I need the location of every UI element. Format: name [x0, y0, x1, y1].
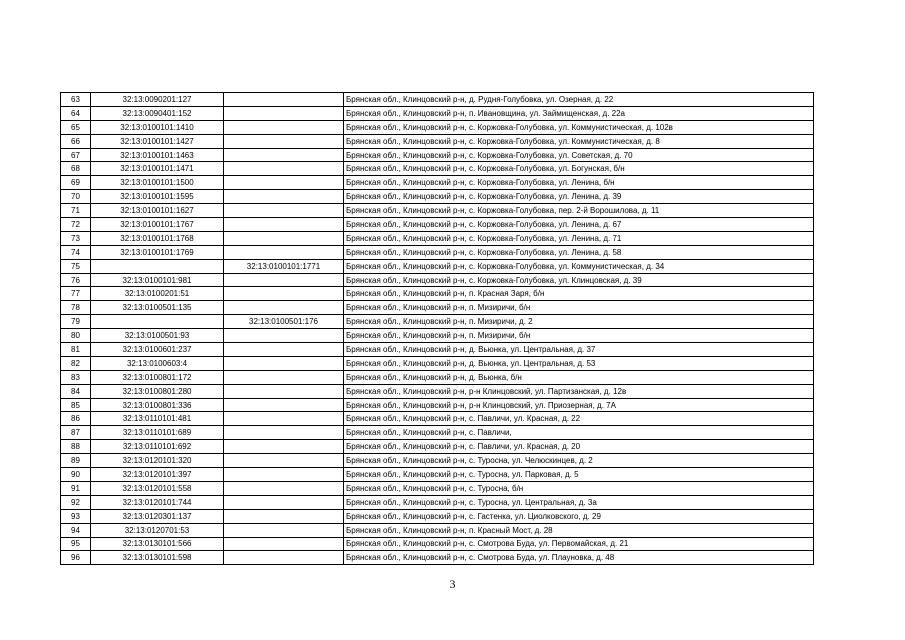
cadastral-number-alt-cell: [224, 287, 344, 301]
cadastral-number-alt-cell: [224, 426, 344, 440]
cadastral-number-alt-cell: [224, 245, 344, 259]
table-row: [61, 495, 814, 509]
address-cell: Брянская обл., Клинцовский р-н, д. Вьюнка, ул. Центральная, д. 53: [344, 356, 814, 370]
table-row: [61, 106, 814, 120]
cadastral-number-cell: [91, 259, 224, 273]
cadastral-number-cell: 32:13:0090201:127: [91, 93, 224, 107]
row-number-cell: 66: [61, 134, 91, 148]
cadastral-number-alt-cell: 32:13:0100101:1771: [224, 259, 344, 273]
table-row: [61, 398, 814, 412]
cadastral-number-cell: 32:13:0100101:1427: [91, 134, 224, 148]
address-cell: Брянская обл., Клинцовский р-н, с. Коржовка-Голубовка, ул. Ленина, б/н: [344, 176, 814, 190]
address-cell: Брянская обл., Клинцовский р-н, с. Коржовка-Голубовка, ул. Коммунистическая, д. 34: [344, 259, 814, 273]
address-cell: Брянская обл., Клинцовский р-н, п. Мизиричи, б/н: [344, 329, 814, 343]
cadastral-number-cell: 32:13:0100101:1595: [91, 190, 224, 204]
row-number-cell: 65: [61, 120, 91, 134]
cadastral-number-alt-cell: [224, 106, 344, 120]
table-row: [61, 454, 814, 468]
table-row: [61, 162, 814, 176]
row-number-cell: 94: [61, 523, 91, 537]
table-row: [61, 356, 814, 370]
cadastral-number-cell: 32:13:0100201:51: [91, 287, 224, 301]
address-cell: Брянская обл., Клинцовский р-н, р-н Клинцовский, ул. Приозерная, д. 7А: [344, 398, 814, 412]
address-cell: Брянская обл., Клинцовский р-н, с. Коржовка-Голубовка, ул. Советская, д. 70: [344, 148, 814, 162]
row-number-cell: 75: [61, 259, 91, 273]
row-number-cell: 90: [61, 468, 91, 482]
cadastral-number-cell: 32:13:0120101:320: [91, 454, 224, 468]
row-number-cell: 74: [61, 245, 91, 259]
row-number-cell: 89: [61, 454, 91, 468]
table-row: [61, 509, 814, 523]
address-cell: Брянская обл., Клинцовский р-н, с. Коржовка-Голубовка, ул. Ленина, д. 71: [344, 231, 814, 245]
row-number-cell: 83: [61, 370, 91, 384]
row-number-cell: 69: [61, 176, 91, 190]
row-number-cell: 71: [61, 204, 91, 218]
cadastral-number-cell: 32:13:0100101:981: [91, 273, 224, 287]
cadastral-number-alt-cell: [224, 495, 344, 509]
cadastral-number-cell: 32:13:0120101:558: [91, 481, 224, 495]
table-row: [61, 481, 814, 495]
table-row: [61, 176, 814, 190]
address-cell: Брянская обл., Клинцовский р-н, с. Коржовка-Голубовка, ул. Ленина, д. 67: [344, 218, 814, 232]
property-table-body: [61, 93, 814, 565]
cadastral-number-alt-cell: [224, 301, 344, 315]
cadastral-number-alt-cell: [224, 509, 344, 523]
cadastral-number-alt-cell: [224, 218, 344, 232]
address-cell: Брянская обл., Клинцовский р-н, с. Павличи, ул. Красная, д. 22: [344, 412, 814, 426]
cadastral-number-alt-cell: [224, 370, 344, 384]
cadastral-number-cell: 32:13:0100101:1500: [91, 176, 224, 190]
cadastral-number-cell: 32:13:0100501:135: [91, 301, 224, 315]
cadastral-number-alt-cell: [224, 551, 344, 565]
cadastral-number-cell: 32:13:0100801:280: [91, 384, 224, 398]
cadastral-number-cell: 32:13:0100101:1768: [91, 231, 224, 245]
row-number-cell: 82: [61, 356, 91, 370]
address-cell: Брянская обл., Клинцовский р-н, с. Туросна, ул. Челюскинцев, д. 2: [344, 454, 814, 468]
row-number-cell: 95: [61, 537, 91, 551]
table-row: [61, 523, 814, 537]
table-row: [61, 273, 814, 287]
cadastral-number-cell: 32:13:0110101:692: [91, 440, 224, 454]
cadastral-number-alt-cell: [224, 120, 344, 134]
cadastral-number-cell: 32:13:0100801:336: [91, 398, 224, 412]
row-number-cell: 73: [61, 231, 91, 245]
address-cell: Брянская обл., Клинцовский р-н, с. Коржовка-Голубовка, ул. Коммунистическая, д. 102в: [344, 120, 814, 134]
address-cell: Брянская обл., Клинцовский р-н, с. Туросна, ул. Парковая, д. 5: [344, 468, 814, 482]
address-cell: Брянская обл., Клинцовский р-н, с. Туросна, ул. Центральная, д. 3а: [344, 495, 814, 509]
row-number-cell: 63: [61, 93, 91, 107]
address-cell: Брянская обл., Клинцовский р-н, п. Мизиричи, д. 2: [344, 315, 814, 329]
address-cell: Брянская обл., Клинцовский р-н, с. Смотрова Буда, ул. Первомайская, д. 21: [344, 537, 814, 551]
cadastral-number-cell: 32:13:0100101:1463: [91, 148, 224, 162]
cadastral-number-alt-cell: [224, 384, 344, 398]
address-cell: Брянская обл., Клинцовский р-н, с. Коржовка-Голубовка, ул. Богунская, б/н: [344, 162, 814, 176]
row-number-cell: 85: [61, 398, 91, 412]
row-number-cell: 78: [61, 301, 91, 315]
row-number-cell: 68: [61, 162, 91, 176]
cadastral-number-alt-cell: [224, 440, 344, 454]
table-row: [61, 218, 814, 232]
address-cell: Брянская обл., Клинцовский р-н, д. Вьюнка, ул. Центральная, д. 37: [344, 343, 814, 357]
address-cell: Брянская обл., Клинцовский р-н, с. Павличи, ул. Красная, д. 20: [344, 440, 814, 454]
table-row: [61, 315, 814, 329]
cadastral-number-alt-cell: [224, 329, 344, 343]
cadastral-number-alt-cell: [224, 412, 344, 426]
table-row: [61, 245, 814, 259]
cadastral-number-alt-cell: [224, 343, 344, 357]
row-number-cell: 93: [61, 509, 91, 523]
cadastral-number-cell: 32:13:0100101:1410: [91, 120, 224, 134]
table-row: [61, 190, 814, 204]
cadastral-number-alt-cell: [224, 190, 344, 204]
cadastral-number-cell: 32:13:0100601:237: [91, 343, 224, 357]
address-cell: Брянская обл., Клинцовский р-н, д. Рудня-Голубовка, ул. Озерная, д. 22: [344, 93, 814, 107]
cadastral-number-alt-cell: 32:13:0100501:176: [224, 315, 344, 329]
row-number-cell: 76: [61, 273, 91, 287]
cadastral-number-cell: [91, 315, 224, 329]
table-row: [61, 301, 814, 315]
row-number-cell: 80: [61, 329, 91, 343]
table-row: [61, 426, 814, 440]
address-cell: Брянская обл., Клинцовский р-н, д. Вьюнка, б/н: [344, 370, 814, 384]
cadastral-number-cell: 32:13:0100101:1627: [91, 204, 224, 218]
cadastral-number-cell: 32:13:0110101:689: [91, 426, 224, 440]
row-number-cell: 67: [61, 148, 91, 162]
address-cell: Брянская обл., Клинцовский р-н, с. Коржовка-Голубовка, ул. Ленина, д. 39: [344, 190, 814, 204]
address-cell: Брянская обл., Клинцовский р-н, с. Смотрова Буда, ул. Плауновка, д. 48: [344, 551, 814, 565]
table-row: [61, 204, 814, 218]
cadastral-number-cell: 32:13:0100101:1767: [91, 218, 224, 232]
address-cell: Брянская обл., Клинцовский р-н, п. Мизиричи, б/н: [344, 301, 814, 315]
cadastral-number-cell: 32:13:0100101:1471: [91, 162, 224, 176]
cadastral-number-alt-cell: [224, 176, 344, 190]
row-number-cell: 86: [61, 412, 91, 426]
address-cell: Брянская обл., Клинцовский р-н, п. Красная Заря, б/н: [344, 287, 814, 301]
address-cell: Брянская обл., Клинцовский р-н, с. Коржовка-Голубовка, ул. Клинцовская, д. 39: [344, 273, 814, 287]
cadastral-number-cell: 32:13:0100603:4: [91, 356, 224, 370]
table-row: [61, 551, 814, 565]
cadastral-number-cell: 32:13:0120101:744: [91, 495, 224, 509]
address-cell: Брянская обл., Клинцовский р-н, с. Коржовка-Голубовка, ул. Коммунистическая, д. 8: [344, 134, 814, 148]
table-row: [61, 468, 814, 482]
table-row: [61, 370, 814, 384]
cadastral-number-alt-cell: [224, 204, 344, 218]
cadastral-number-alt-cell: [224, 273, 344, 287]
cadastral-number-cell: 32:13:0130101:598: [91, 551, 224, 565]
row-number-cell: 87: [61, 426, 91, 440]
table-row: [61, 93, 814, 107]
table-row: [61, 343, 814, 357]
cadastral-number-alt-cell: [224, 468, 344, 482]
row-number-cell: 88: [61, 440, 91, 454]
cadastral-number-alt-cell: [224, 454, 344, 468]
cadastral-number-alt-cell: [224, 537, 344, 551]
cadastral-number-alt-cell: [224, 398, 344, 412]
row-number-cell: 96: [61, 551, 91, 565]
table-row: [61, 384, 814, 398]
cadastral-number-cell: 32:13:0100501:93: [91, 329, 224, 343]
address-cell: Брянская обл., Клинцовский р-н, с. Коржовка-Голубовка, пер. 2-й Ворошилова, д. 11: [344, 204, 814, 218]
row-number-cell: 92: [61, 495, 91, 509]
cadastral-number-cell: 32:13:0100101:1769: [91, 245, 224, 259]
address-cell: Брянская обл., Клинцовский р-н, с. Павличи,: [344, 426, 814, 440]
row-number-cell: 70: [61, 190, 91, 204]
row-number-cell: 91: [61, 481, 91, 495]
address-cell: Брянская обл., Клинцовский р-н, п. Ивановщина, ул. Займищенская, д. 22а: [344, 106, 814, 120]
row-number-cell: 84: [61, 384, 91, 398]
cadastral-number-alt-cell: [224, 93, 344, 107]
cadastral-number-alt-cell: [224, 481, 344, 495]
page-number: 3: [449, 577, 456, 591]
cadastral-number-cell: 32:13:0090401:152: [91, 106, 224, 120]
address-cell: Брянская обл., Клинцовский р-н, с. Туросна, б/н: [344, 481, 814, 495]
row-number-cell: 77: [61, 287, 91, 301]
address-cell: Брянская обл., Клинцовский р-н, с. Гастенка, ул. Циолковского, д. 29: [344, 509, 814, 523]
table-row: [61, 329, 814, 343]
table-row: [61, 440, 814, 454]
cadastral-number-alt-cell: [224, 231, 344, 245]
cadastral-number-cell: 32:13:0120301:137: [91, 509, 224, 523]
table-row: [61, 259, 814, 273]
cadastral-number-cell: 32:13:0120101:397: [91, 468, 224, 482]
address-cell: Брянская обл., Клинцовский р-н, с. Коржовка-Голубовка, ул. Ленина, д. 58: [344, 245, 814, 259]
cadastral-number-cell: 32:13:0110101:481: [91, 412, 224, 426]
table-row: [61, 148, 814, 162]
address-cell: Брянская обл., Клинцовский р-н, р-н Клинцовский, ул. Партизанская, д. 12в: [344, 384, 814, 398]
table-row: [61, 134, 814, 148]
row-number-cell: 79: [61, 315, 91, 329]
property-table: [60, 92, 814, 565]
address-cell: Брянская обл., Клинцовский р-н, п. Красный Мост, д. 28: [344, 523, 814, 537]
cadastral-number-alt-cell: [224, 356, 344, 370]
row-number-cell: 72: [61, 218, 91, 232]
table-row: [61, 231, 814, 245]
cadastral-number-alt-cell: [224, 134, 344, 148]
table-row: [61, 412, 814, 426]
cadastral-number-alt-cell: [224, 523, 344, 537]
cadastral-number-cell: 32:13:0120701:53: [91, 523, 224, 537]
table-row: [61, 537, 814, 551]
cadastral-number-alt-cell: [224, 162, 344, 176]
row-number-cell: 81: [61, 343, 91, 357]
table-row: [61, 120, 814, 134]
cadastral-number-alt-cell: [224, 148, 344, 162]
table-row: [61, 287, 814, 301]
cadastral-number-cell: 32:13:0130101:566: [91, 537, 224, 551]
row-number-cell: 64: [61, 106, 91, 120]
cadastral-number-cell: 32:13:0100801:172: [91, 370, 224, 384]
